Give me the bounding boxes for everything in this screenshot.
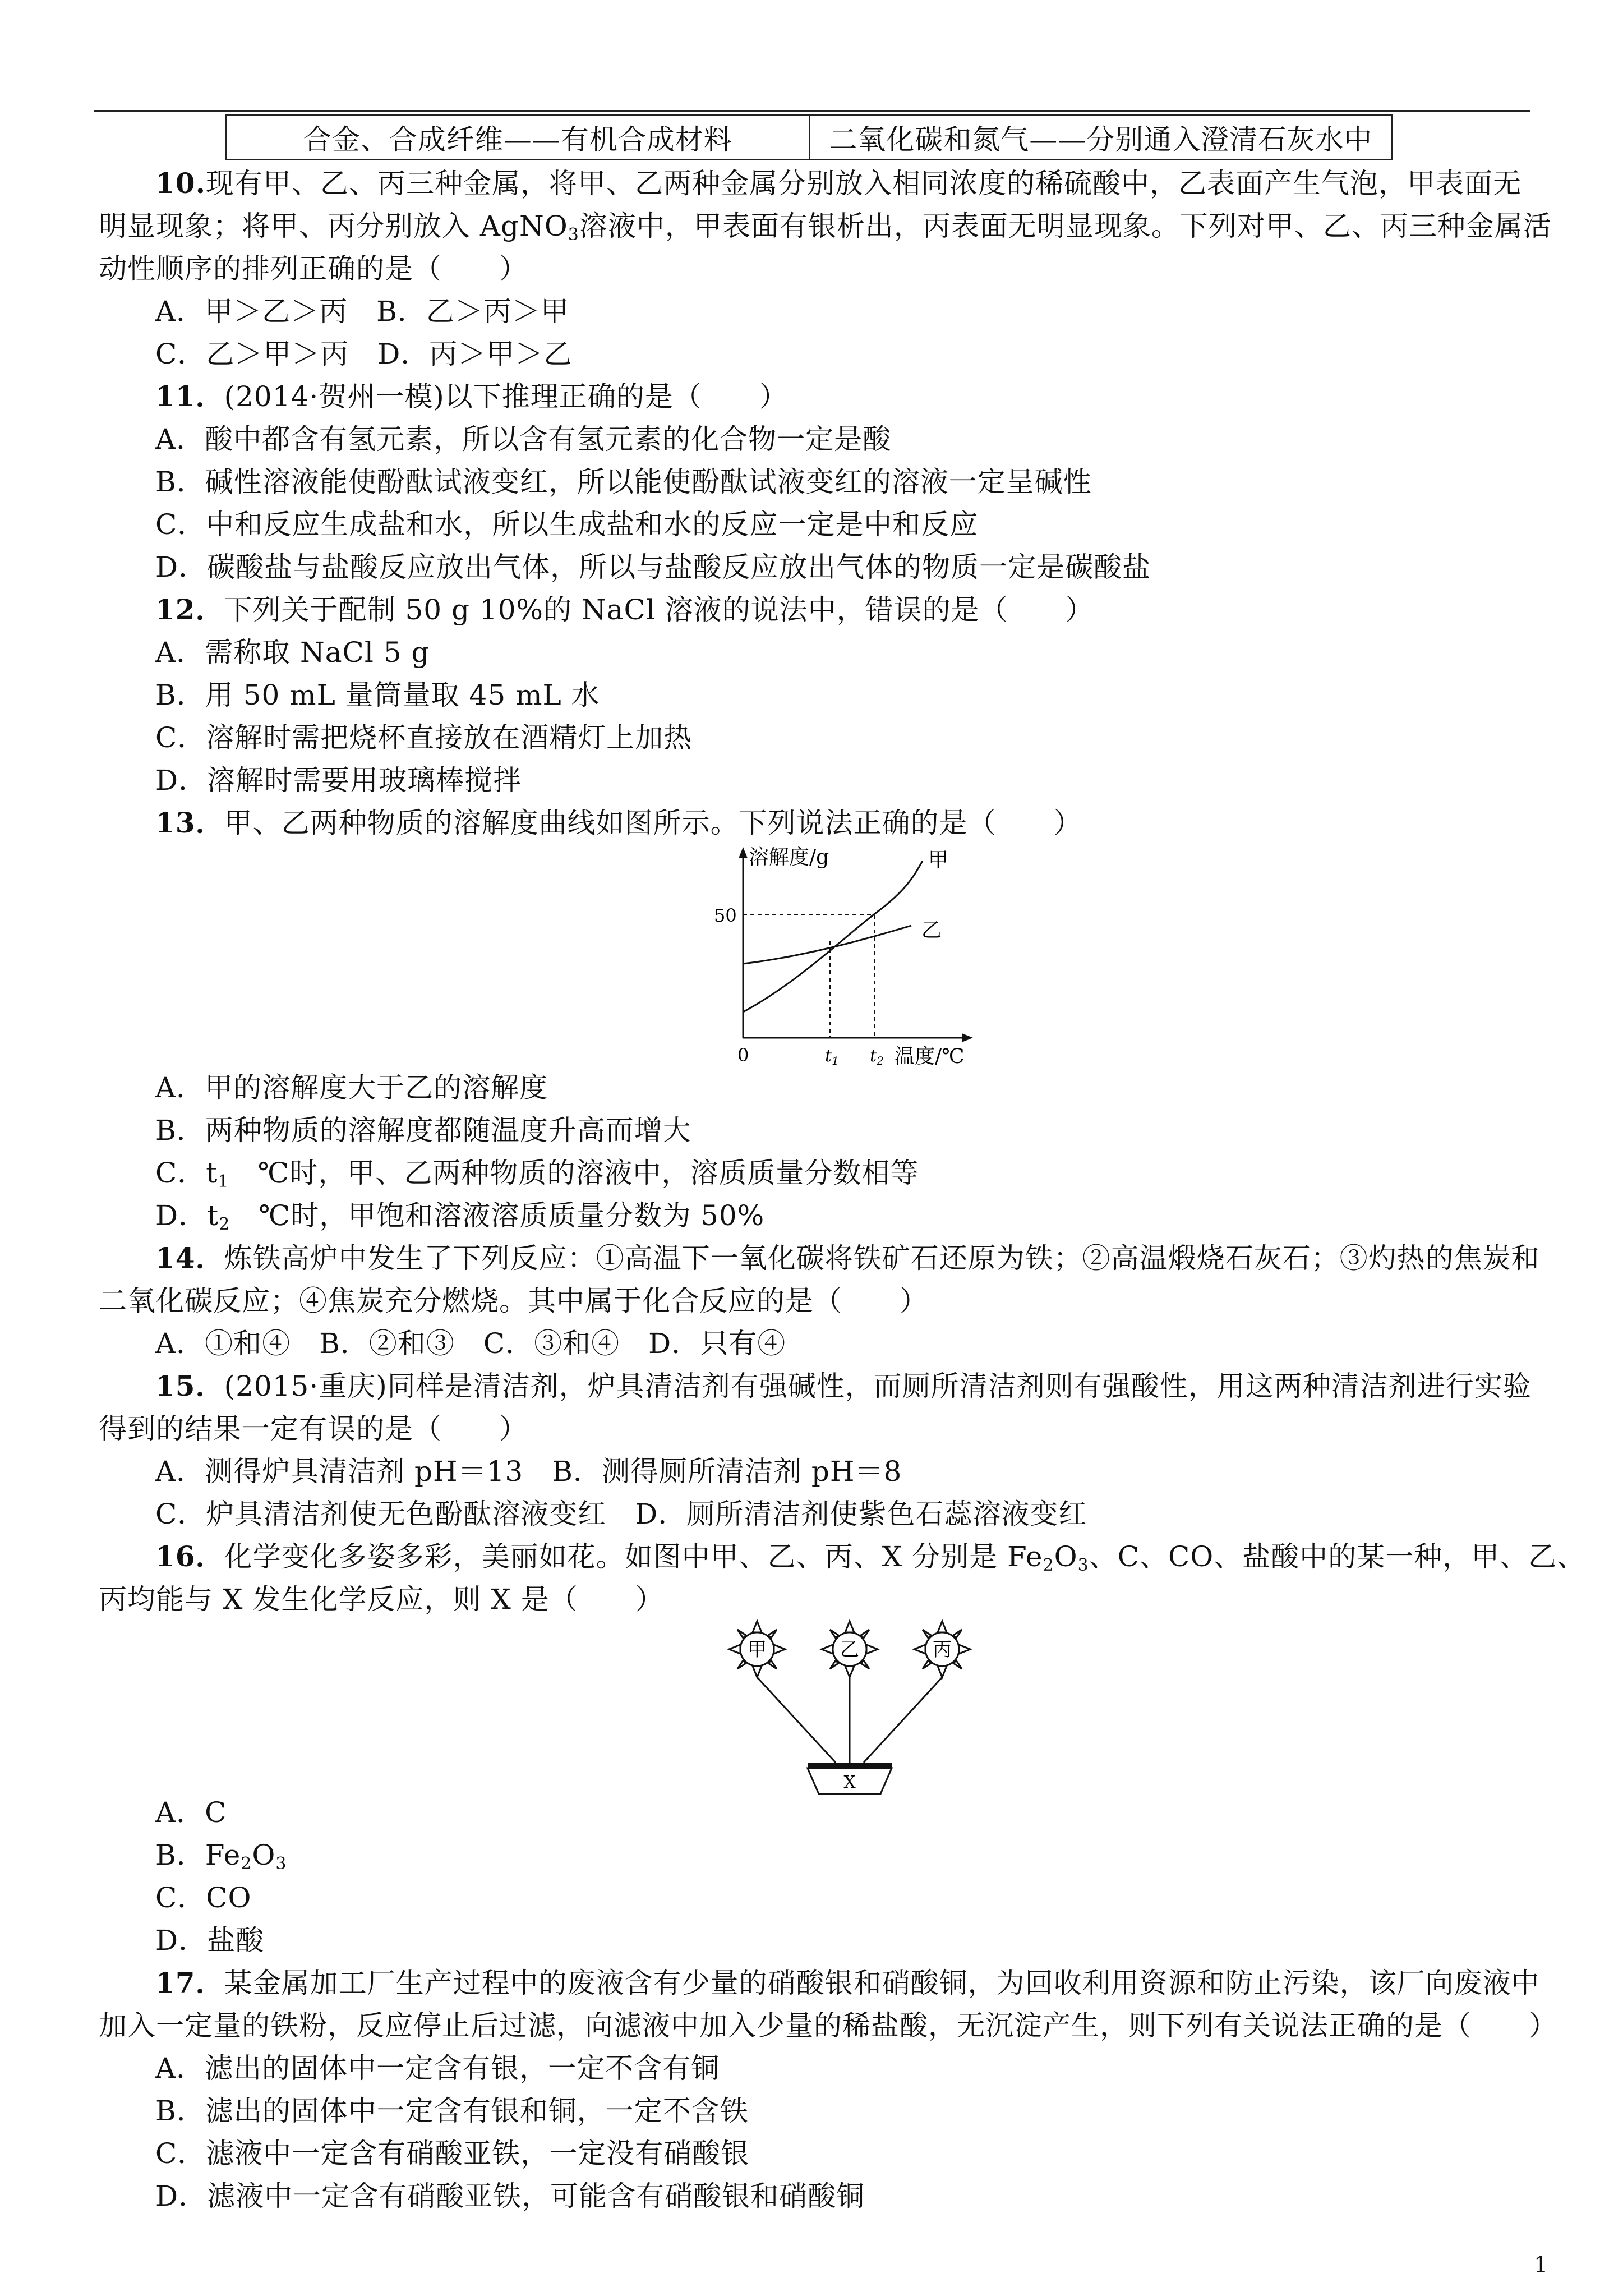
q16-option-d: D．盐酸 <box>155 1924 265 1957</box>
q11-option-c: C．中和反应生成盐和水，所以生成盐和水的反应一定是中和反应 <box>155 508 979 541</box>
flower-2-label: 乙 <box>840 1639 859 1661</box>
q13-stem <box>155 806 1082 840</box>
q13-c-pre: C．t <box>155 1157 218 1189</box>
q16-text-b: O <box>1054 1540 1078 1573</box>
y-axis-label: 溶解度/g <box>749 846 829 869</box>
q13-d-pre: D．t <box>155 1199 219 1232</box>
q16-option-a: A．C <box>155 1796 227 1829</box>
q16-option-c: C．CO <box>155 1881 252 1914</box>
header-table <box>225 114 1393 160</box>
series-jia-line <box>743 861 923 1012</box>
q16-b-mid: O <box>252 1839 276 1871</box>
pot-label: X <box>843 1773 856 1792</box>
q14-line2: 二氧化碳反应；④焦炭充分燃烧。其中属于化合反应的是（ ） <box>99 1285 928 1317</box>
q15-options-2: C．炉具清洁剂使无色酚酞溶液变红 D．厕所清洁剂使紫色石蕊溶液变红 <box>155 1498 1087 1530</box>
q16-line1 <box>155 1539 1585 1583</box>
q16-b-pre: B．Fe <box>155 1839 241 1871</box>
q17-option-b: B．滤出的固体中一定含有银和铜，一定不含铁 <box>155 2095 749 2127</box>
q11-option-d: D．碳酸盐与盐酸反应放出气体，所以与盐酸反应放出气体的物质一定是碳酸盐 <box>155 551 1151 583</box>
q10-text2b: 溶液中，甲表面有银析出，丙表面无明显现象。下列对甲、乙、丙三种金属活 <box>579 210 1552 242</box>
q10-line2 <box>99 209 1552 252</box>
q12-number: 12． <box>155 593 224 626</box>
q13-number: 13． <box>155 806 224 839</box>
q13-option-c <box>155 1156 919 1199</box>
q17-option-d: D．滤液中一定含有硝酸亚铁，可能含有硝酸银和硝酸铜 <box>155 2180 865 2212</box>
q14-text1: 炼铁高炉中发生了下列反应：①高温下一氧化碳将铁矿石还原为铁；②高温煅烧石灰石；③灼热的焦炭和 <box>224 1242 1540 1274</box>
q17-text1: 某金属加工厂生产过程中的废液含有少量的硝酸银和硝酸铜，为回收利用资源和防止污染，该厂向废液中 <box>224 1967 1540 1999</box>
flower-diagram <box>723 1616 976 1801</box>
q14-options: A．①和④ B．②和③ C．③和④ D．只有④ <box>155 1327 786 1360</box>
q10-line3: 动性顺序的排列正确的是（ ） <box>99 252 528 285</box>
q10-text1: 现有甲、乙、丙三种金属，将甲、乙两种金属分别放入相同浓度的稀硫酸中，乙表面产生气泡，甲表面无 <box>206 167 1521 200</box>
header-cell-2: 二氧化碳和氮气——分别通入澄清石灰水中 <box>809 116 1392 159</box>
q15-text1: (2015·重庆)同样是清洁剂，炉具清洁剂有强碱性，而厕所清洁剂则有强酸性，用这两种清洁剂进行实验 <box>224 1370 1532 1402</box>
q13-c-post: ℃时，甲、乙两种物质的溶液中，溶质质量分数相等 <box>229 1157 919 1189</box>
q12-option-a: A．需称取 NaCl 5 g <box>155 636 430 669</box>
page-number: 1 <box>1534 2252 1548 2278</box>
flower-2 <box>822 1621 878 1677</box>
stem-1 <box>757 1677 836 1763</box>
q17-line2: 加入一定量的铁粉，反应停止后过滤，向滤液中加入少量的稀盐酸，无沉淀产生，则下列有关说法正确的是（ ） <box>99 2009 1557 2042</box>
q17-option-a: A．滤出的固体中一定含有银，一定不含有铜 <box>155 2052 720 2085</box>
q15-options-1: A．测得炉具清洁剂 pH＝13 B．测得厕所清洁剂 pH＝8 <box>155 1455 902 1488</box>
series-yi-line <box>743 926 911 964</box>
q16-line2: 丙均能与 X 发生化学反应，则 X 是（ ） <box>99 1583 664 1616</box>
q17-line1 <box>155 1966 1540 2000</box>
stem-3 <box>864 1677 942 1763</box>
t1-label: $t_1$ <box>825 1046 839 1066</box>
q16-b-sub1: 2 <box>241 1854 252 1874</box>
q15-number: 15． <box>155 1369 224 1402</box>
q12-option-c: C．溶解时需把烧杯直接放在酒精灯上加热 <box>155 721 693 754</box>
q11-text: (2014·贺州一模)以下推理正确的是（ ） <box>224 380 788 413</box>
q11-stem <box>155 379 788 414</box>
q10-options-1: A．甲＞乙＞丙 B．乙＞丙＞甲 <box>155 295 569 328</box>
q13-option-a: A．甲的溶解度大于乙的溶解度 <box>155 1071 548 1104</box>
q10-sub: 3 <box>568 225 579 245</box>
q14-number: 14． <box>155 1241 224 1274</box>
q17-option-c: C．滤液中一定含有硝酸亚铁，一定没有硝酸银 <box>155 2137 750 2170</box>
q16-option-b <box>155 1838 287 1881</box>
solubility-chart <box>709 841 979 1066</box>
q10-line1 <box>155 166 1521 201</box>
q12-text: 下列关于配制 50 g 10%的 NaCl 溶液的说法中，错误的是（ ） <box>224 593 1094 626</box>
q12-option-d: D．溶解时需要用玻璃棒搅拌 <box>155 764 522 797</box>
flower-3 <box>914 1621 970 1677</box>
origin-label: 0 <box>737 1045 749 1066</box>
q16-text-a: 化学变化多姿多彩，美丽如花。如图中甲、乙、丙、X 分别是 Fe <box>224 1540 1043 1573</box>
series-jia-label: 甲 <box>928 849 949 872</box>
top-rule <box>94 110 1530 112</box>
q11-option-b: B．碱性溶液能使酚酞试液变红，所以能使酚酞试液变红的溶液一定呈碱性 <box>155 466 1092 498</box>
q16-b-sub2: 3 <box>275 1854 287 1874</box>
t2-label: $t_2$ <box>870 1046 884 1066</box>
q10-text2a: 明显现象；将甲、丙分别放入 AgNO <box>99 210 568 242</box>
header-cell-1: 合金、合成纤维——有机合成材料 <box>303 123 732 156</box>
q10-number: 10. <box>155 167 206 200</box>
flower-1 <box>729 1621 785 1677</box>
x-axis-label: 温度/℃ <box>895 1045 965 1066</box>
q14-line1 <box>155 1241 1540 1276</box>
series-yi-label: 乙 <box>921 919 942 942</box>
q11-option-a: A．酸中都含有氢元素，所以含有氢元素的化合物一定是酸 <box>155 423 892 455</box>
flower-3-label: 丙 <box>933 1639 952 1661</box>
q17-number: 17． <box>155 1966 224 1999</box>
q13-option-b: B．两种物质的溶解度都随温度升高而增大 <box>155 1114 691 1147</box>
q15-line1 <box>155 1369 1532 1404</box>
q13-d-sub: 2 <box>219 1214 230 1234</box>
q12-stem <box>155 592 1094 627</box>
q10-options-2: C．乙＞甲＞丙 D．丙＞甲＞乙 <box>155 338 573 370</box>
q16-sub1: 2 <box>1043 1556 1054 1575</box>
q13-option-d <box>155 1198 764 1242</box>
q15-line2: 得到的结果一定有误的是（ ） <box>99 1412 528 1445</box>
q16-number: 16． <box>155 1540 224 1573</box>
q13-text: 甲、乙两种物质的溶解度曲线如图所示。下列说法正确的是（ ） <box>224 807 1082 839</box>
y-axis-arrow <box>739 847 748 858</box>
q16-sub2: 3 <box>1077 1556 1089 1575</box>
q13-c-sub: 1 <box>218 1172 229 1191</box>
q12-option-b: B．用 50 mL 量筒量取 45 mL 水 <box>155 679 600 711</box>
y-tick-50: 50 <box>714 905 737 926</box>
flower-1-label: 甲 <box>748 1639 767 1661</box>
x-axis-arrow <box>962 1033 973 1042</box>
q13-d-post: ℃时，甲饱和溶液溶质质量分数为 50% <box>230 1199 765 1232</box>
q16-text-c: 、C、CO、盐酸中的某一种，甲、乙、 <box>1089 1540 1586 1573</box>
q11-number: 11． <box>155 380 224 413</box>
